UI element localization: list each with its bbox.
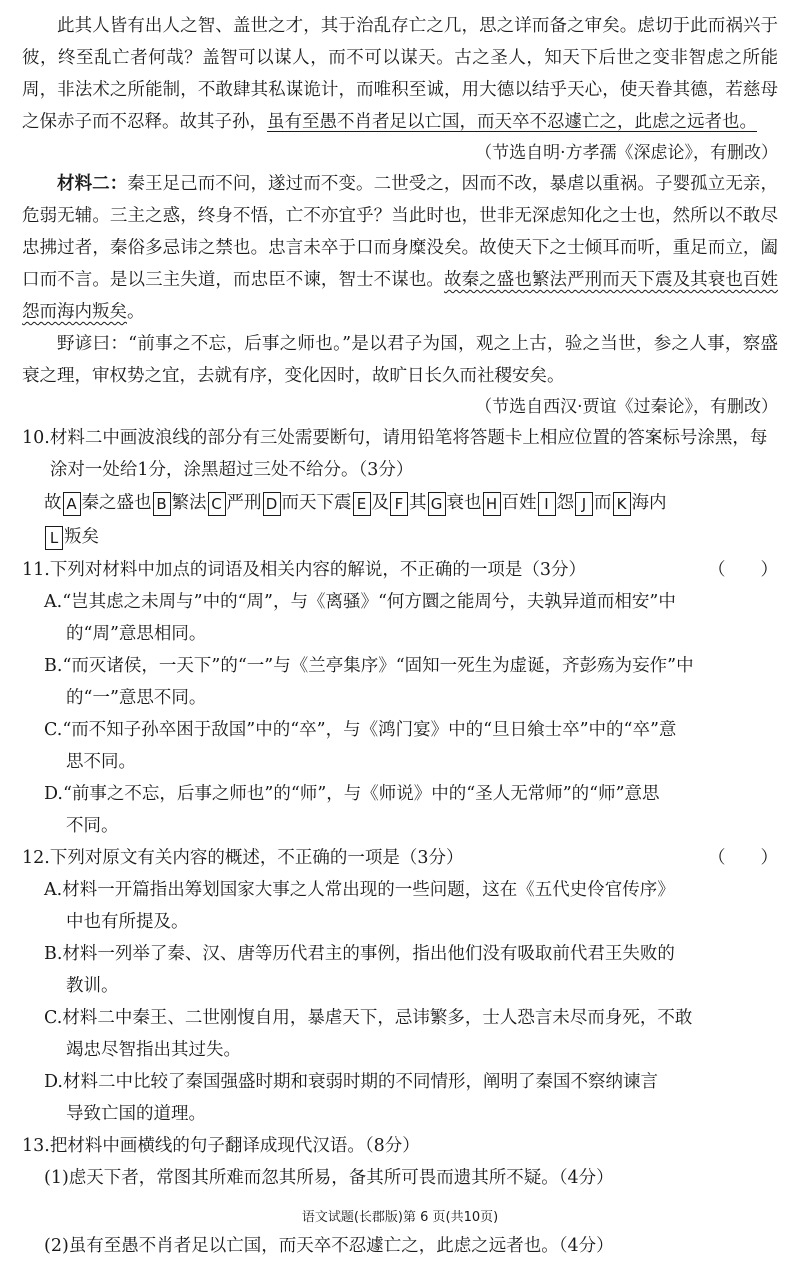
- option-text: 材料二中秦王、二世刚愎自用，暴虐天下，忌讳繁多，士人恐言未尽而身死，不敢: [62, 1008, 693, 1028]
- option-label: C.: [44, 1008, 63, 1028]
- answer-box-h[interactable]: H: [483, 492, 501, 516]
- q13-subquestion-2: (2)虽有至愚不肖者足以亡国，而天卒不忍遽亡之，此虑之远者也。（4分）: [44, 1236, 614, 1256]
- question-number: 10.: [22, 428, 50, 448]
- passage-fragment: 而天下震: [281, 493, 352, 513]
- q10-sentence-break-line: [44, 486, 778, 520]
- page-footer: 语文试题(长郡版)第 6 页(共10页): [301, 1210, 499, 1225]
- question-number: 13.: [22, 1136, 50, 1156]
- passage-fragment: 而: [594, 493, 612, 513]
- q10-sentence-break-line-2: [44, 520, 778, 554]
- answer-box-i[interactable]: I: [538, 492, 556, 516]
- q13-subquestion-1: (1)虑天下者，常图其所难而忽其所易，备其所可畏而遗其所不疑。（4分）: [44, 1168, 614, 1188]
- passage1-source: （节选自明·方孝孺《深虑论》，有删改）: [475, 143, 778, 163]
- passage2-end-mark: 。: [127, 302, 145, 322]
- option-label: D.: [44, 1072, 63, 1092]
- option-d[interactable]: [22, 1066, 778, 1130]
- passage-fragment: 故: [44, 493, 62, 513]
- question-11: [22, 554, 778, 586]
- option-text-continued: 的“周”意思相同。: [66, 624, 207, 644]
- option-label: C.: [44, 720, 63, 740]
- passage2-paragraph: [22, 168, 778, 328]
- answer-parentheses[interactable]: （ ）: [708, 560, 778, 580]
- question-stem: 材料二中画波浪线的部分有三处需要断句，请用铅笔将答题卡上相应位置的答案标号涂黑，每涂对一处给1分，涂黑超过三处不给分。（3分）: [49, 428, 768, 480]
- passage1-paragraph: [22, 10, 778, 138]
- answer-box-a[interactable]: A: [63, 492, 81, 516]
- option-text: 材料一列举了秦、汉、唐等历代君主的事例，指出他们没有吸取前代君王失败的: [62, 944, 675, 964]
- option-label: A.: [44, 880, 63, 900]
- answer-box-j[interactable]: J: [575, 492, 593, 516]
- option-text: “而灭诸侯，一天下”的“一”与《兰亭集序》“固知一死生为虚诞，齐彭殇为妄作”中: [62, 656, 694, 676]
- q11-options: [22, 586, 778, 842]
- q12-options: [22, 874, 778, 1130]
- passage-fragment: 海内: [631, 493, 667, 513]
- answer-parentheses[interactable]: （ ）: [708, 848, 778, 868]
- option-d[interactable]: [22, 778, 778, 842]
- option-text-continued: 中也有所提及。: [66, 912, 189, 932]
- passage-fragment: 怨: [556, 493, 574, 513]
- option-text: 材料一开篇指出筹划国家大事之人常出现的一些问题，这在《五代史伶官传序》: [62, 880, 675, 900]
- passage2-wavy-sentence: 故秦之盛也繁法严刑而天下震及其衰也百姓怨而海内叛矣: [22, 270, 778, 322]
- passage2-label: 材料二：: [57, 174, 128, 194]
- question-12: [22, 842, 778, 874]
- question-10: [22, 422, 778, 486]
- option-a[interactable]: [22, 874, 778, 938]
- option-text-continued: 的“一”意思不同。: [66, 688, 207, 708]
- option-label: B.: [44, 944, 63, 964]
- option-label: D.: [44, 784, 63, 804]
- passage2-proverb-paragraph: 野谚曰：“前事之不忘，后事之师也。”是以君子为国，观之上古，验之当世，参之人事，察盛衰之理，审权势之宜，去就有序，变化因时，故旷日长久而社稷安矣。: [22, 334, 778, 386]
- question-number: 12.: [22, 848, 50, 868]
- passage-fragment: 百姓: [501, 493, 537, 513]
- option-c[interactable]: [22, 714, 778, 778]
- passage1-text: 此其人皆有出人之智、盖世之才，其于治乱存亡之几，思之详而备之审矣。虑切于此而祸兴于彼，终至乱亡者何哉？盖智可以谋人，而不可以谋天。古之圣人，知天下后世之变非智虑之所能周，非法术之所能制，不敢肆其私谋诡计，而唯积至诚，用大德以结乎天心，使天眷其德，若慈母之保赤子而不忍释。故其子孙，: [22, 16, 778, 132]
- option-b[interactable]: [22, 938, 778, 1002]
- option-a[interactable]: [22, 586, 778, 650]
- passage-fragment: 及: [371, 493, 389, 513]
- passage-fragment: 严刑: [226, 493, 262, 513]
- option-label: A.: [44, 592, 63, 612]
- answer-box-f[interactable]: F: [390, 492, 408, 516]
- answer-box-c[interactable]: C: [208, 492, 226, 516]
- passage-fragment: 其: [409, 493, 427, 513]
- answer-box-k[interactable]: K: [613, 492, 631, 516]
- option-text-continued: 导致亡国的道理。: [66, 1104, 206, 1124]
- option-label: B.: [44, 656, 63, 676]
- question-number: 11.: [22, 560, 50, 580]
- option-text-continued: 不同。: [66, 816, 119, 836]
- passage-fragment: 衰也: [446, 493, 482, 513]
- option-text-continued: 思不同。: [66, 752, 136, 772]
- answer-box-g[interactable]: G: [428, 492, 446, 516]
- question-stem: 下列对原文有关内容的概述，不正确的一项是（3分）: [49, 848, 464, 868]
- passage-fragment: 秦之盛也: [81, 493, 152, 513]
- answer-box-e[interactable]: E: [353, 492, 371, 516]
- option-text: “而不知子孙卒困于敌国”中的“卒”，与《鸿门宴》中的“旦日飨士卒”中的“卒”意: [62, 720, 677, 740]
- passage-fragment: 叛矣: [64, 527, 99, 547]
- option-c[interactable]: [22, 1002, 778, 1066]
- option-text: “前事之不忘，后事之师也”的“师”，与《师说》中的“圣人无常师”的“师”意思: [62, 784, 660, 804]
- option-text: 材料二中比较了秦国强盛时期和衰弱时期的不同情形，阐明了秦国不察纳谏言: [62, 1072, 658, 1092]
- passage1-underlined-sentence: 虽有至愚不肖者足以亡国，而天卒不忍遽亡之，此虑之远者也。: [267, 112, 757, 132]
- option-text-continued: 竭忠尽智指出其过失。: [66, 1040, 241, 1060]
- option-b[interactable]: [22, 650, 778, 714]
- passage-fragment: 繁法: [171, 493, 207, 513]
- answer-box-l[interactable]: L: [45, 526, 63, 550]
- answer-box-d[interactable]: D: [263, 492, 281, 516]
- question-13: [22, 1130, 778, 1162]
- passage2-source: （节选自西汉·贾谊《过秦论》，有删改）: [475, 397, 778, 417]
- option-text-continued: 教训。: [66, 976, 119, 996]
- passage2-text: 秦王足己而不问，遂过而不变。二世受之，因而不改，暴虐以重祸。子婴孤立无亲，危弱无辅。三主之惑，终身不悟，亡不亦宜乎？当此时也，世非无深虑知化之士也，然所以不敢尽忠拂过者，秦俗多忌讳之禁也。忠言未卒于口而身糜没矣。故使天下之士倾耳而听，重足而立，阖口而不言。是以三主失道，而忠臣不谏，智士不谋也。: [22, 174, 779, 290]
- question-stem: 把材料中画横线的句子翻译成现代汉语。（8分）: [49, 1136, 420, 1156]
- answer-box-b[interactable]: B: [153, 492, 171, 516]
- question-stem: 下列对材料中加点的词语及相关内容的解说，不正确的一项是（3分）: [49, 560, 586, 580]
- option-text: “岂其虑之未周与”中的“周”，与《离骚》“何方圜之能周兮，夫孰异道而相安”中: [62, 592, 676, 612]
